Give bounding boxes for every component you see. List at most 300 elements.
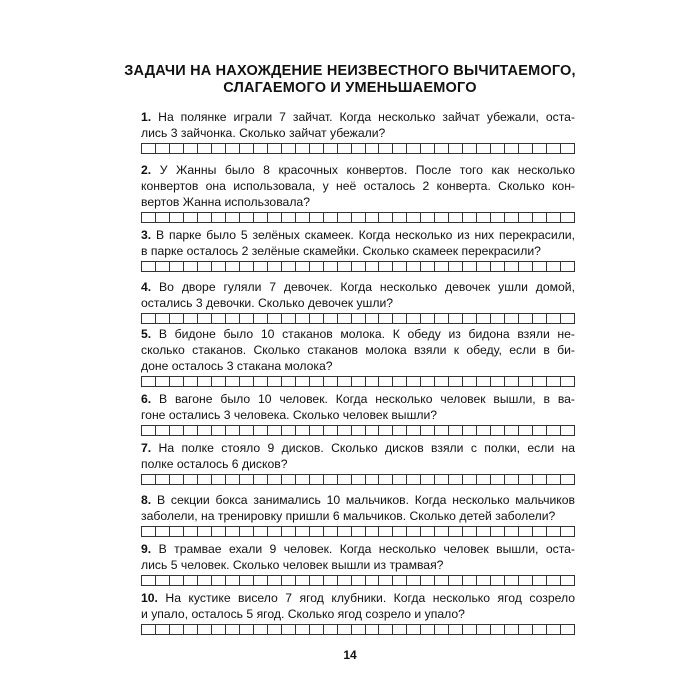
answer-cell[interactable]: [463, 262, 477, 271]
answer-cell[interactable]: [352, 426, 366, 435]
answer-cell[interactable]: [449, 314, 463, 323]
answer-cell[interactable]: [184, 625, 198, 634]
answer-cell[interactable]: [212, 262, 226, 271]
answer-cell[interactable]: [142, 377, 156, 386]
answer-cell[interactable]: [338, 314, 352, 323]
answer-cell[interactable]: [212, 426, 226, 435]
answer-cell[interactable]: [184, 475, 198, 484]
answer-cell[interactable]: [491, 426, 505, 435]
answer-cell[interactable]: [505, 527, 519, 536]
answer-cell[interactable]: [561, 475, 575, 484]
answer-cell[interactable]: [505, 377, 519, 386]
answer-cell[interactable]: [477, 262, 491, 271]
answer-cell[interactable]: [310, 576, 324, 585]
answer-cell[interactable]: [212, 625, 226, 634]
answer-cell[interactable]: [226, 426, 240, 435]
answer-cell[interactable]: [393, 377, 407, 386]
answer-cell[interactable]: [366, 426, 380, 435]
answer-cell[interactable]: [379, 475, 393, 484]
answer-cell[interactable]: [352, 576, 366, 585]
answer-cell[interactable]: [296, 576, 310, 585]
answer-cell[interactable]: [338, 625, 352, 634]
answer-cell[interactable]: [561, 314, 575, 323]
answer-cell[interactable]: [240, 527, 254, 536]
answer-cell[interactable]: [519, 625, 533, 634]
answer-cell[interactable]: [296, 314, 310, 323]
answer-cell[interactable]: [268, 213, 282, 222]
answer-cell[interactable]: [212, 213, 226, 222]
answer-cell[interactable]: [310, 262, 324, 271]
answer-cell[interactable]: [547, 475, 561, 484]
answer-cell[interactable]: [463, 314, 477, 323]
answer-cell[interactable]: [421, 527, 435, 536]
answer-cell[interactable]: [366, 576, 380, 585]
answer-cell[interactable]: [254, 475, 268, 484]
answer-cell[interactable]: [226, 144, 240, 153]
answer-grid[interactable]: [141, 425, 575, 436]
answer-cell[interactable]: [366, 377, 380, 386]
answer-cell[interactable]: [142, 576, 156, 585]
answer-cell[interactable]: [393, 262, 407, 271]
answer-cell[interactable]: [449, 426, 463, 435]
answer-cell[interactable]: [268, 262, 282, 271]
answer-cell[interactable]: [268, 625, 282, 634]
answer-cell[interactable]: [296, 625, 310, 634]
answer-cell[interactable]: [184, 262, 198, 271]
answer-cell[interactable]: [491, 213, 505, 222]
answer-cell[interactable]: [477, 314, 491, 323]
answer-cell[interactable]: [338, 262, 352, 271]
answer-cell[interactable]: [282, 527, 296, 536]
answer-cell[interactable]: [561, 625, 575, 634]
answer-cell[interactable]: [547, 527, 561, 536]
answer-cell[interactable]: [324, 475, 338, 484]
answer-cell[interactable]: [547, 625, 561, 634]
answer-cell[interactable]: [519, 527, 533, 536]
answer-cell[interactable]: [282, 625, 296, 634]
answer-cell[interactable]: [407, 314, 421, 323]
answer-cell[interactable]: [156, 213, 170, 222]
answer-cell[interactable]: [198, 426, 212, 435]
answer-cell[interactable]: [142, 314, 156, 323]
answer-cell[interactable]: [435, 576, 449, 585]
answer-cell[interactable]: [310, 213, 324, 222]
answer-cell[interactable]: [338, 377, 352, 386]
answer-cell[interactable]: [170, 625, 184, 634]
answer-cell[interactable]: [547, 426, 561, 435]
answer-cell[interactable]: [254, 213, 268, 222]
answer-cell[interactable]: [338, 527, 352, 536]
answer-cell[interactable]: [379, 625, 393, 634]
answer-cell[interactable]: [170, 262, 184, 271]
answer-cell[interactable]: [435, 213, 449, 222]
answer-cell[interactable]: [505, 426, 519, 435]
answer-grid[interactable]: [141, 313, 575, 324]
answer-cell[interactable]: [366, 144, 380, 153]
answer-cell[interactable]: [421, 262, 435, 271]
answer-cell[interactable]: [366, 262, 380, 271]
answer-cell[interactable]: [449, 625, 463, 634]
answer-cell[interactable]: [379, 377, 393, 386]
answer-cell[interactable]: [254, 377, 268, 386]
answer-cell[interactable]: [533, 144, 547, 153]
answer-cell[interactable]: [366, 527, 380, 536]
answer-cell[interactable]: [198, 527, 212, 536]
answer-cell[interactable]: [547, 262, 561, 271]
answer-cell[interactable]: [324, 426, 338, 435]
answer-cell[interactable]: [435, 527, 449, 536]
answer-cell[interactable]: [310, 426, 324, 435]
answer-cell[interactable]: [198, 213, 212, 222]
answer-cell[interactable]: [533, 576, 547, 585]
answer-cell[interactable]: [324, 625, 338, 634]
answer-cell[interactable]: [268, 314, 282, 323]
answer-cell[interactable]: [449, 213, 463, 222]
answer-cell[interactable]: [198, 475, 212, 484]
answer-cell[interactable]: [379, 576, 393, 585]
answer-cell[interactable]: [156, 426, 170, 435]
answer-cell[interactable]: [533, 314, 547, 323]
answer-cell[interactable]: [142, 213, 156, 222]
answer-cell[interactable]: [477, 527, 491, 536]
answer-cell[interactable]: [282, 576, 296, 585]
answer-cell[interactable]: [463, 426, 477, 435]
answer-cell[interactable]: [142, 625, 156, 634]
answer-cell[interactable]: [463, 625, 477, 634]
answer-cell[interactable]: [310, 527, 324, 536]
answer-cell[interactable]: [310, 314, 324, 323]
answer-cell[interactable]: [240, 475, 254, 484]
answer-cell[interactable]: [142, 426, 156, 435]
answer-cell[interactable]: [282, 213, 296, 222]
answer-grid[interactable]: [141, 624, 575, 635]
answer-cell[interactable]: [407, 625, 421, 634]
answer-cell[interactable]: [491, 576, 505, 585]
answer-cell[interactable]: [379, 527, 393, 536]
answer-cell[interactable]: [533, 262, 547, 271]
answer-cell[interactable]: [505, 314, 519, 323]
answer-cell[interactable]: [184, 377, 198, 386]
answer-cell[interactable]: [393, 144, 407, 153]
answer-cell[interactable]: [296, 527, 310, 536]
answer-cell[interactable]: [463, 144, 477, 153]
answer-cell[interactable]: [156, 262, 170, 271]
answer-cell[interactable]: [505, 475, 519, 484]
answer-cell[interactable]: [407, 213, 421, 222]
answer-cell[interactable]: [407, 377, 421, 386]
answer-cell[interactable]: [449, 527, 463, 536]
answer-cell[interactable]: [324, 527, 338, 536]
answer-cell[interactable]: [547, 144, 561, 153]
answer-cell[interactable]: [561, 144, 575, 153]
answer-cell[interactable]: [268, 426, 282, 435]
answer-cell[interactable]: [379, 144, 393, 153]
answer-cell[interactable]: [338, 475, 352, 484]
answer-cell[interactable]: [184, 213, 198, 222]
answer-cell[interactable]: [226, 625, 240, 634]
answer-cell[interactable]: [393, 213, 407, 222]
answer-cell[interactable]: [254, 625, 268, 634]
answer-cell[interactable]: [198, 625, 212, 634]
answer-cell[interactable]: [324, 213, 338, 222]
answer-cell[interactable]: [184, 144, 198, 153]
answer-cell[interactable]: [449, 144, 463, 153]
answer-cell[interactable]: [352, 475, 366, 484]
answer-cell[interactable]: [310, 144, 324, 153]
answer-cell[interactable]: [379, 314, 393, 323]
answer-cell[interactable]: [435, 625, 449, 634]
answer-cell[interactable]: [170, 426, 184, 435]
answer-cell[interactable]: [268, 527, 282, 536]
answer-cell[interactable]: [491, 527, 505, 536]
answer-cell[interactable]: [421, 377, 435, 386]
answer-cell[interactable]: [324, 314, 338, 323]
answer-cell[interactable]: [449, 377, 463, 386]
answer-cell[interactable]: [142, 475, 156, 484]
answer-cell[interactable]: [491, 475, 505, 484]
answer-cell[interactable]: [477, 213, 491, 222]
answer-cell[interactable]: [254, 262, 268, 271]
answer-cell[interactable]: [533, 475, 547, 484]
answer-cell[interactable]: [352, 144, 366, 153]
answer-cell[interactable]: [407, 426, 421, 435]
answer-cell[interactable]: [393, 475, 407, 484]
answer-cell[interactable]: [421, 576, 435, 585]
answer-cell[interactable]: [352, 213, 366, 222]
answer-cell[interactable]: [421, 144, 435, 153]
answer-cell[interactable]: [240, 262, 254, 271]
answer-cell[interactable]: [198, 144, 212, 153]
answer-cell[interactable]: [449, 475, 463, 484]
answer-cell[interactable]: [366, 314, 380, 323]
answer-cell[interactable]: [296, 426, 310, 435]
answer-cell[interactable]: [310, 475, 324, 484]
answer-cell[interactable]: [338, 213, 352, 222]
answer-cell[interactable]: [156, 625, 170, 634]
answer-cell[interactable]: [463, 377, 477, 386]
answer-cell[interactable]: [505, 213, 519, 222]
answer-cell[interactable]: [547, 314, 561, 323]
answer-cell[interactable]: [184, 426, 198, 435]
answer-cell[interactable]: [449, 576, 463, 585]
answer-cell[interactable]: [366, 625, 380, 634]
answer-cell[interactable]: [254, 527, 268, 536]
answer-cell[interactable]: [505, 144, 519, 153]
answer-cell[interactable]: [184, 527, 198, 536]
answer-cell[interactable]: [254, 314, 268, 323]
answer-cell[interactable]: [296, 262, 310, 271]
answer-cell[interactable]: [435, 475, 449, 484]
answer-cell[interactable]: [435, 377, 449, 386]
answer-cell[interactable]: [226, 475, 240, 484]
answer-cell[interactable]: [226, 377, 240, 386]
answer-cell[interactable]: [198, 377, 212, 386]
answer-cell[interactable]: [338, 576, 352, 585]
answer-cell[interactable]: [366, 475, 380, 484]
answer-cell[interactable]: [268, 377, 282, 386]
answer-cell[interactable]: [407, 475, 421, 484]
answer-cell[interactable]: [463, 576, 477, 585]
answer-cell[interactable]: [393, 625, 407, 634]
answer-cell[interactable]: [282, 314, 296, 323]
answer-cell[interactable]: [477, 377, 491, 386]
answer-cell[interactable]: [226, 262, 240, 271]
answer-cell[interactable]: [240, 144, 254, 153]
answer-cell[interactable]: [240, 314, 254, 323]
answer-cell[interactable]: [519, 144, 533, 153]
answer-cell[interactable]: [184, 314, 198, 323]
answer-cell[interactable]: [561, 213, 575, 222]
answer-cell[interactable]: [407, 144, 421, 153]
answer-cell[interactable]: [547, 576, 561, 585]
answer-cell[interactable]: [170, 213, 184, 222]
answer-cell[interactable]: [156, 314, 170, 323]
answer-cell[interactable]: [366, 213, 380, 222]
answer-cell[interactable]: [212, 314, 226, 323]
answer-cell[interactable]: [519, 475, 533, 484]
answer-cell[interactable]: [421, 475, 435, 484]
answer-cell[interactable]: [477, 426, 491, 435]
answer-cell[interactable]: [338, 426, 352, 435]
answer-cell[interactable]: [254, 426, 268, 435]
answer-cell[interactable]: [212, 527, 226, 536]
answer-cell[interactable]: [142, 527, 156, 536]
answer-cell[interactable]: [156, 144, 170, 153]
answer-grid[interactable]: [141, 261, 575, 272]
answer-cell[interactable]: [519, 213, 533, 222]
answer-cell[interactable]: [324, 262, 338, 271]
answer-cell[interactable]: [212, 576, 226, 585]
answer-cell[interactable]: [212, 475, 226, 484]
answer-cell[interactable]: [505, 576, 519, 585]
answer-cell[interactable]: [393, 527, 407, 536]
answer-cell[interactable]: [352, 625, 366, 634]
answer-cell[interactable]: [491, 314, 505, 323]
answer-cell[interactable]: [268, 144, 282, 153]
answer-cell[interactable]: [561, 377, 575, 386]
answer-cell[interactable]: [268, 576, 282, 585]
answer-grid[interactable]: [141, 143, 575, 154]
answer-cell[interactable]: [170, 576, 184, 585]
answer-cell[interactable]: [156, 377, 170, 386]
answer-cell[interactable]: [296, 144, 310, 153]
answer-cell[interactable]: [352, 314, 366, 323]
answer-cell[interactable]: [156, 475, 170, 484]
answer-cell[interactable]: [282, 262, 296, 271]
answer-cell[interactable]: [435, 314, 449, 323]
answer-cell[interactable]: [519, 426, 533, 435]
answer-grid[interactable]: [141, 575, 575, 586]
answer-cell[interactable]: [519, 576, 533, 585]
answer-cell[interactable]: [491, 377, 505, 386]
answer-cell[interactable]: [407, 576, 421, 585]
answer-cell[interactable]: [547, 377, 561, 386]
answer-cell[interactable]: [421, 314, 435, 323]
answer-cell[interactable]: [324, 377, 338, 386]
answer-cell[interactable]: [240, 576, 254, 585]
answer-cell[interactable]: [338, 144, 352, 153]
answer-cell[interactable]: [421, 213, 435, 222]
answer-cell[interactable]: [519, 377, 533, 386]
answer-cell[interactable]: [212, 144, 226, 153]
answer-cell[interactable]: [226, 527, 240, 536]
answer-cell[interactable]: [491, 144, 505, 153]
answer-cell[interactable]: [170, 475, 184, 484]
answer-cell[interactable]: [170, 314, 184, 323]
answer-cell[interactable]: [463, 527, 477, 536]
answer-cell[interactable]: [533, 527, 547, 536]
answer-cell[interactable]: [226, 576, 240, 585]
answer-cell[interactable]: [184, 576, 198, 585]
answer-cell[interactable]: [477, 144, 491, 153]
answer-grid[interactable]: [141, 376, 575, 387]
answer-cell[interactable]: [254, 144, 268, 153]
answer-cell[interactable]: [282, 144, 296, 153]
answer-cell[interactable]: [533, 625, 547, 634]
answer-cell[interactable]: [198, 314, 212, 323]
answer-cell[interactable]: [296, 475, 310, 484]
answer-cell[interactable]: [282, 475, 296, 484]
answer-cell[interactable]: [170, 527, 184, 536]
answer-cell[interactable]: [505, 262, 519, 271]
answer-cell[interactable]: [435, 144, 449, 153]
answer-cell[interactable]: [310, 377, 324, 386]
answer-cell[interactable]: [477, 475, 491, 484]
answer-cell[interactable]: [142, 262, 156, 271]
answer-cell[interactable]: [561, 527, 575, 536]
answer-cell[interactable]: [324, 144, 338, 153]
answer-cell[interactable]: [393, 576, 407, 585]
answer-grid[interactable]: [141, 526, 575, 537]
answer-cell[interactable]: [491, 262, 505, 271]
answer-cell[interactable]: [198, 576, 212, 585]
answer-cell[interactable]: [393, 426, 407, 435]
answer-cell[interactable]: [240, 625, 254, 634]
answer-cell[interactable]: [352, 377, 366, 386]
answer-cell[interactable]: [533, 377, 547, 386]
answer-cell[interactable]: [421, 625, 435, 634]
answer-cell[interactable]: [477, 625, 491, 634]
answer-cell[interactable]: [324, 576, 338, 585]
answer-grid[interactable]: [141, 212, 575, 223]
answer-cell[interactable]: [533, 426, 547, 435]
answer-cell[interactable]: [198, 262, 212, 271]
answer-cell[interactable]: [435, 262, 449, 271]
answer-cell[interactable]: [352, 527, 366, 536]
answer-cell[interactable]: [282, 377, 296, 386]
answer-cell[interactable]: [254, 576, 268, 585]
answer-grid[interactable]: [141, 474, 575, 485]
answer-cell[interactable]: [240, 426, 254, 435]
answer-cell[interactable]: [561, 426, 575, 435]
answer-cell[interactable]: [407, 262, 421, 271]
answer-cell[interactable]: [505, 625, 519, 634]
answer-cell[interactable]: [393, 314, 407, 323]
answer-cell[interactable]: [226, 314, 240, 323]
answer-cell[interactable]: [352, 262, 366, 271]
answer-cell[interactable]: [212, 377, 226, 386]
answer-cell[interactable]: [421, 426, 435, 435]
answer-cell[interactable]: [310, 625, 324, 634]
answer-cell[interactable]: [561, 576, 575, 585]
answer-cell[interactable]: [379, 426, 393, 435]
answer-cell[interactable]: [407, 527, 421, 536]
answer-cell[interactable]: [296, 377, 310, 386]
answer-cell[interactable]: [547, 213, 561, 222]
answer-cell[interactable]: [561, 262, 575, 271]
answer-cell[interactable]: [226, 213, 240, 222]
answer-cell[interactable]: [282, 426, 296, 435]
